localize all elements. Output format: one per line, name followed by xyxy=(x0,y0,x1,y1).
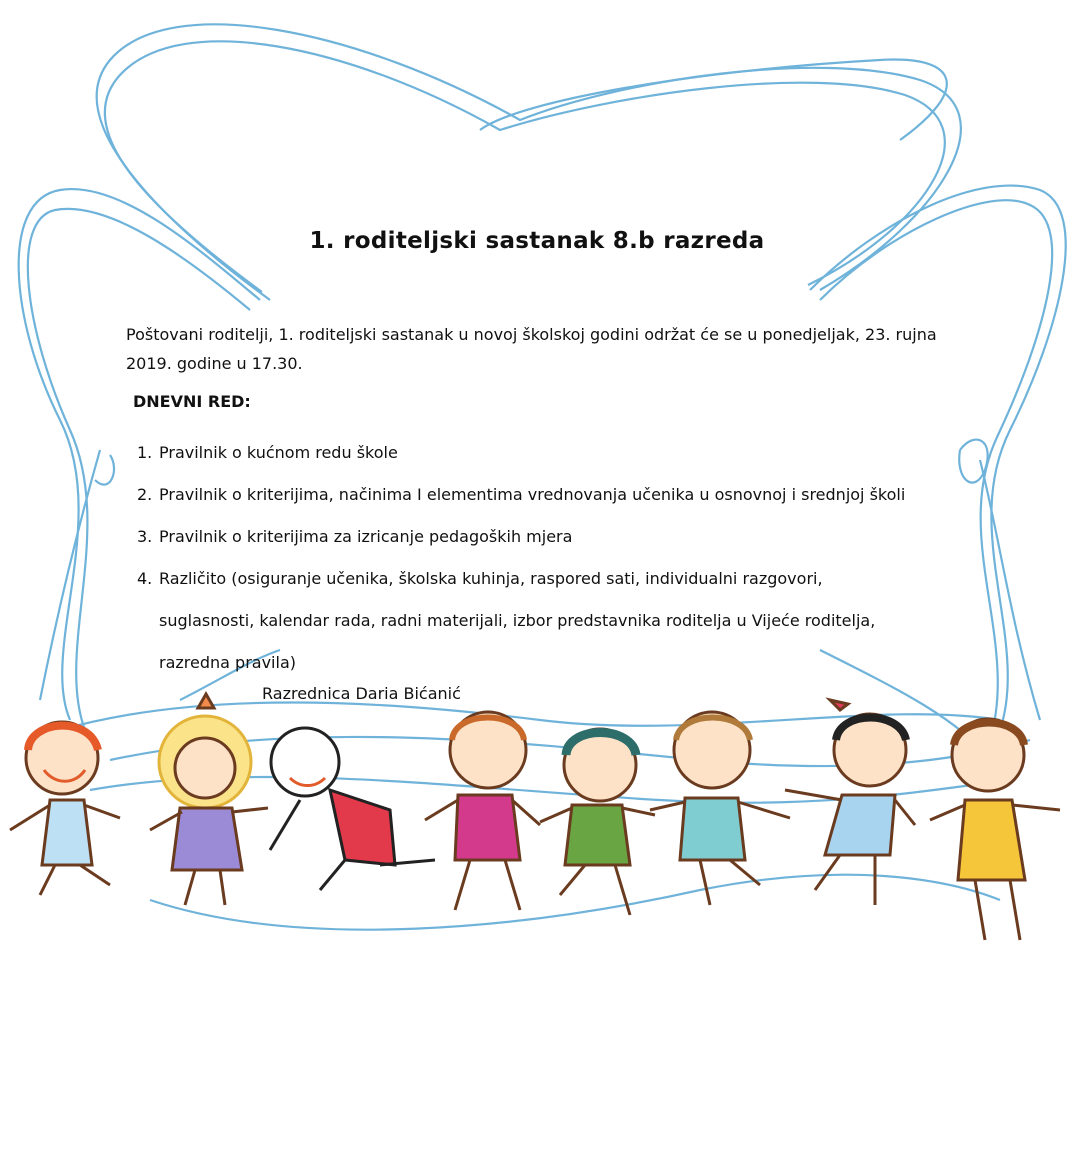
child-figure xyxy=(270,728,435,890)
agenda-item-text-line: Različito (osiguranje učenika, školska kuhinja, raspored sati, individualni razgovori, xyxy=(159,569,823,588)
agenda-item-text-line: razredna pravila) xyxy=(159,653,296,672)
agenda-heading: DNEVNI RED: xyxy=(133,392,251,411)
agenda-item-text-line: suglasnosti, kalendar rada, radni materijali, izbor predstavnika roditelja u Vijeće roditelja, xyxy=(159,611,876,630)
agenda-list xyxy=(137,432,1037,684)
child-figure xyxy=(150,694,268,905)
child-figure xyxy=(540,729,655,915)
agenda-item-number: 4. xyxy=(137,569,153,588)
agenda-item-text: Pravilnik o kriterijima za izricanje pedagoških mjera xyxy=(159,527,573,546)
agenda-item-number: 2. xyxy=(137,485,153,504)
agenda-item xyxy=(137,558,1037,684)
child-figure xyxy=(10,722,120,895)
agenda-item xyxy=(137,432,1037,474)
child-figure xyxy=(425,712,540,910)
agenda-item xyxy=(137,474,1037,516)
page-title: 1. roditeljski sastanak 8.b razreda xyxy=(309,228,765,254)
intro-paragraph: Poštovani roditelji, 1. roditeljski sastanak u novoj školskoj godini održat će se u ponedjeljak, 23. rujna 2019. godine u 17.30. xyxy=(126,325,937,373)
agenda-item xyxy=(137,516,1037,558)
agenda-item-text: Pravilnik o kućnom redu škole xyxy=(159,443,398,462)
children-illustration xyxy=(0,690,1074,960)
child-figure xyxy=(785,700,915,905)
signature: Razrednica Daria Bićanić xyxy=(262,684,461,703)
agenda-item-number: 1. xyxy=(137,443,153,462)
agenda-item-text: Pravilnik o kriterijima, načinima I elementima vrednovanja učenika u osnovnoj i srednjoj školi xyxy=(159,485,906,504)
child-figure xyxy=(650,712,790,905)
child-figure xyxy=(930,719,1060,940)
agenda-item-number: 3. xyxy=(137,527,153,546)
